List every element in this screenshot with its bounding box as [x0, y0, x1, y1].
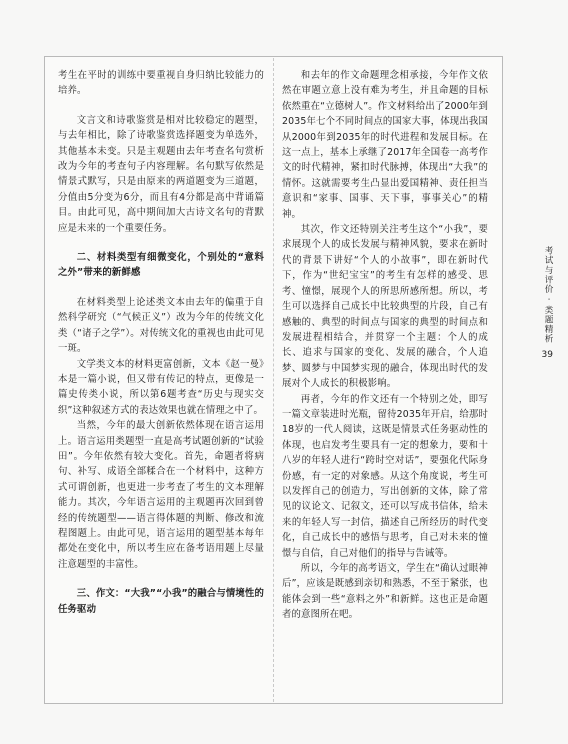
section-heading: 三、作文：“大我”“小我”的融合与情境性的任务驱动	[58, 588, 264, 615]
paragraph: 考生在平时的训练中要重视自身归纳比较能力的培养。	[58, 70, 264, 97]
left-column	[58, 68, 264, 631]
paragraph: 在材料类型上论述类文本由去年的偏重于自然科学研究（“气候正义”）改为今年的传统文化类（“诸子之学”）。对传统文化的重视也由此可见一斑。	[58, 296, 264, 355]
column-divider	[273, 58, 274, 702]
paragraph: 和去年的作文命题理念相承接，今年作文依然在审题立意上没有难为考生，并且命题的目标依然重在“立德树人”。作文材料给出了2000年到2035年七个不同时间点的国家大事，体现出我国从2000年到2035年的时代进程和发展目标。在这一点上，基本上承继了2017年全国卷一高考作文的时代精神，紧扣时代脉搏，体现出“大我”的情怀。这就需要考生凸显出爱国精神、责任担当意识和“家事、国事、天下事，事事关心”的精神。	[282, 70, 488, 220]
paragraph: 当然，今年的最大创新依然体现在语言运用上。语言运用类题型一直是高考试题创新的“试验田”。今年依然有较大变化。首先，命题者将病句、补写、成语全部糅合在一个材料中，这种方式可谓创新，也更进一步考查了考生的文本理解能力。其次，今年语言运用的主观题再次回到曾经的传统题型——语言得体题的判断、修改和流程图题上。由此可见，语言运用的题型基本每年都处在变化中，所以考生应在备考语用题上尽量注意题型的丰富性。	[58, 420, 264, 570]
paragraph: 其次，作文还特别关注考生这个“小我”，要求展现个人的成长发展与精神风貌，要求在新时代的背景下讲好“个人的小故事”，即在新时代下，作为“世纪宝宝”的考生有怎样的感受、思考、憧憬，展现个人的所思所感所想。所以，考生可以选择自己成长中比较典型的片段，自己有感触的、典型的时间点与国家的典型的时间点和发展进程相结合，并贯穿一个主题：个人的成长、追求与国家的变化、发展的融合，个人追梦、圆梦与中国梦实现的融合，体现出时代的发展对个人成长的积极影响。	[282, 224, 488, 390]
paragraph: 所以，今年的高考语文，学生在“确认过眼神后”，应该是既感到亲切和熟悉，不至于紧张，也能体会到一些“意料之外”和新鲜。这也正是命题者的意图所在吧。	[282, 563, 488, 621]
paragraph: 再者，今年的作文还有一个特别之处，即写一篇文章装进时光瓶，留待2035年开启，给那时18岁的一代人阅读，这既是情景式任务驱动性的体现，也启发考生要具有一定的想象力，要和十八岁的年轻人进行“跨时空对话”，要强化代际身份感，有一定的对象感。从这个角度说，考生可以发挥自己的创造力，写出创新的文体，除了常见的议论文、记叙文，还可以写成书信体，给未来的年轻人写一封信，描述自己所经历的时代变化，自己成长中的感悟与思考，自己对未来的憧憬与自信，自己对他们的指导与告诫等。	[282, 393, 488, 559]
section-label: 考试与评价 · 类题精析	[543, 246, 553, 344]
paragraph: 文学类文本的材料更富创新，文本《赵一曼》本是一篇小说，但又带有传记的特点，更像是一篇史传类小说，所以第6题考查“历史与现实交织”这种叙述方式的表达效果也就在情理之中了。	[58, 358, 264, 416]
section-heading: 二、材料类型有细微变化，个别处的“意料之外”带来的新鲜感	[58, 252, 264, 279]
paragraph: 文言文和诗歌鉴赏是相对比较稳定的题型，与去年相比，除了诗歌鉴赏选择题变为单选外，其他基本未变。只是主观题由去年考查名句赏析改为今年的考查句子内容理解。名句默写依然是情景式默写，只是由原来的两道题变为三道题，分值由5分变为6分，而且有4分都是高中背诵篇目。由此可见，高中期间加大古诗文名句的背默应是未来的一个重要任务。	[58, 114, 264, 234]
page-number: 39	[541, 350, 553, 360]
right-column	[282, 68, 488, 623]
